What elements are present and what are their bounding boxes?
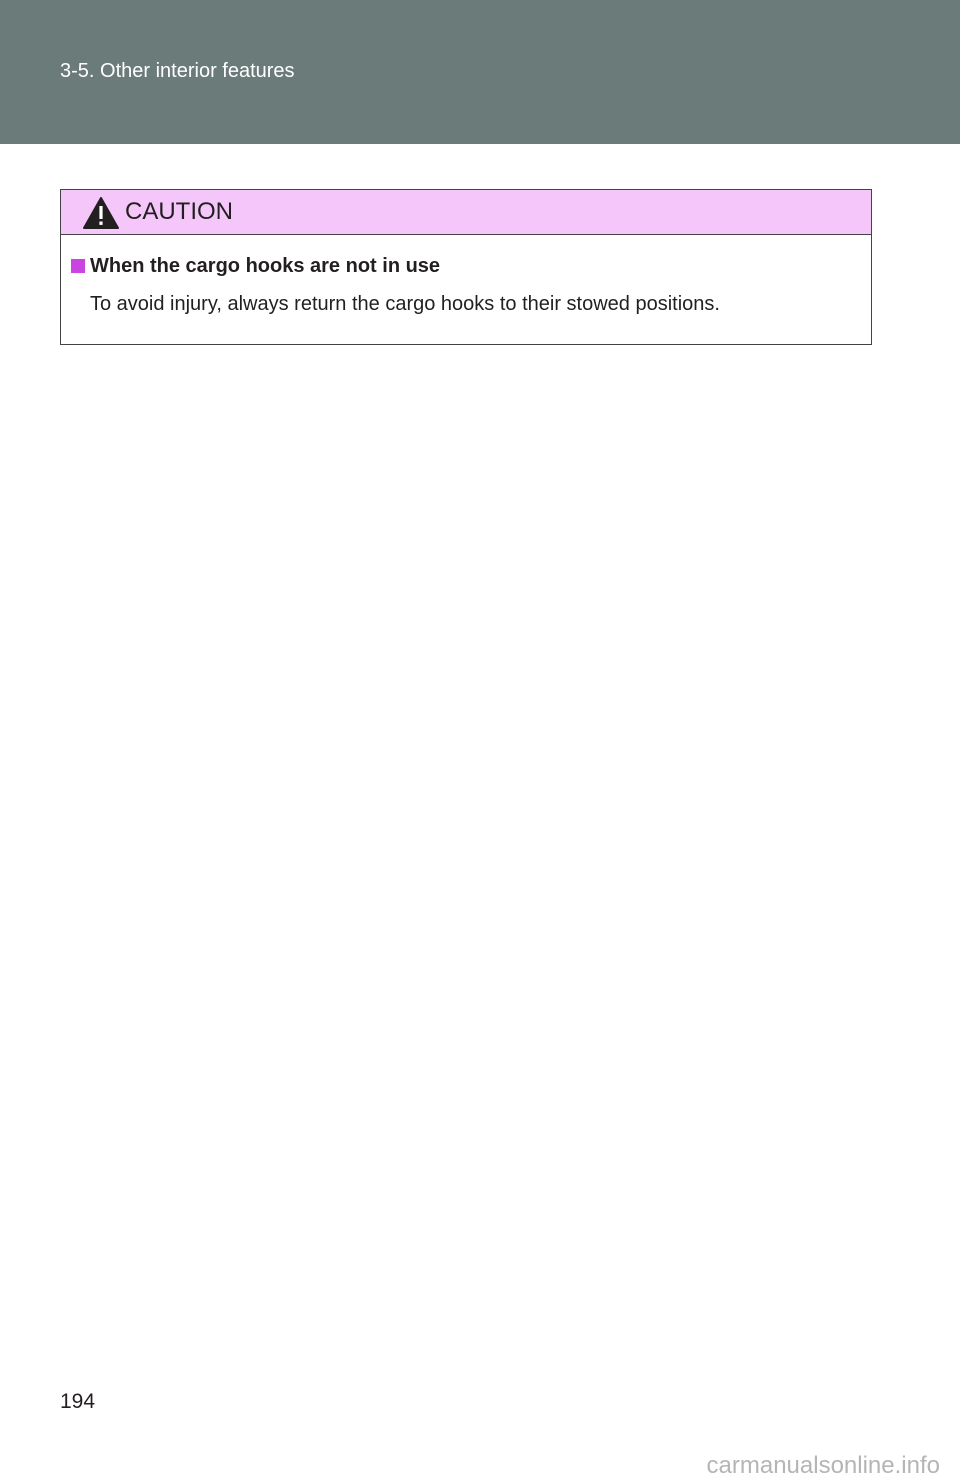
square-bullet-icon <box>71 259 85 273</box>
warning-triangle-icon <box>83 197 119 229</box>
caution-title: CAUTION <box>125 198 233 225</box>
watermark: carmanualsonline.info <box>706 1452 940 1479</box>
caution-header <box>61 190 871 235</box>
caution-item-body: To avoid injury, always return the cargo hooks to their stowed positions. <box>90 293 720 315</box>
header-band <box>0 0 960 144</box>
caution-box <box>60 189 872 345</box>
page-number: 194 <box>60 1390 96 1413</box>
caution-item-heading: When the cargo hooks are not in use <box>90 255 441 277</box>
section-title: 3-5. Other interior features <box>60 60 295 82</box>
